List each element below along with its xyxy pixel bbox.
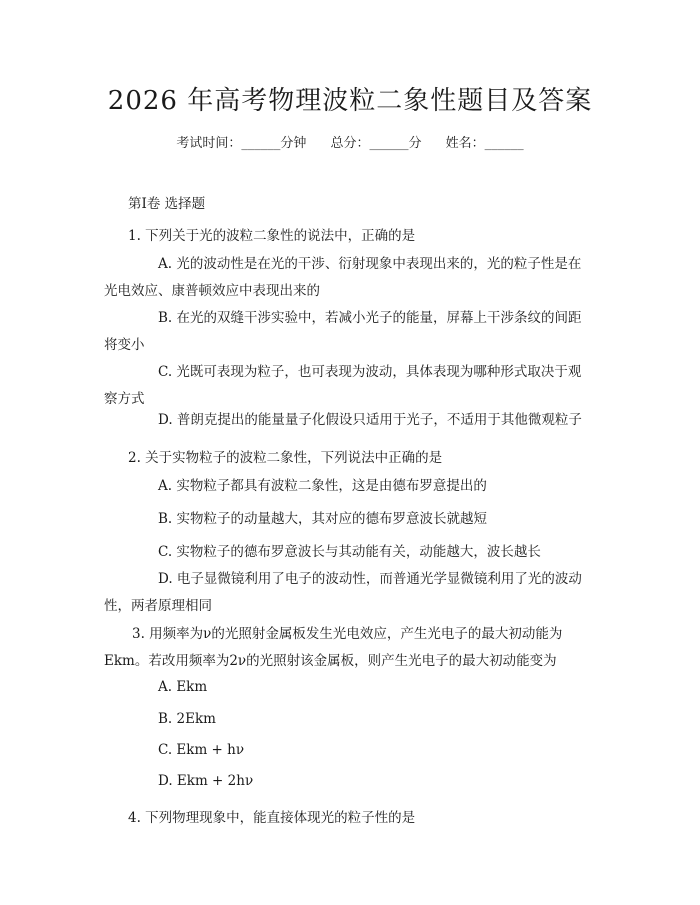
question-option: A. Ekm xyxy=(158,679,208,695)
question-option: A. 光的波动性是在光的干涉、衍射现象中表现出来的，光的粒子性是在光电效应、康普顿效应中表现出来的 xyxy=(104,256,582,299)
question-option: D. 普朗克提出的能量量子化假设只适用于光子，不适用于其他微观粒子 xyxy=(158,412,582,428)
section-heading: 第Ⅰ卷 选择题 xyxy=(128,196,206,212)
question-option: A. 实物粒子都具有波粒二象性，这是由德布罗意提出的 xyxy=(158,478,487,494)
document-title: 2026 年高考物理波粒二象性题目及答案 xyxy=(107,86,593,116)
question-option: B. 实物粒子的动量越大，其对应的德布罗意波长就越短 xyxy=(158,511,488,527)
question-stem: 2. 关于实物粒子的波粒二象性，下列说法中正确的是 xyxy=(128,450,443,466)
question-option: C. 光既可表现为粒子，也可表现为波动，具体表现为哪种形式取决于观察方式 xyxy=(104,364,582,407)
exam-time: 考试时间：______分钟 xyxy=(176,136,307,151)
question-option: B. 2Ekm xyxy=(158,711,216,727)
question-stem: 4. 下列物理现象中，能直接体现光的粒子性的是 xyxy=(128,810,416,826)
question-stem: 1. 下列关于光的波粒二象性的说法中，正确的是 xyxy=(128,228,416,244)
question-option: C. 实物粒子的德布罗意波长与其动能有关，动能越大，波长越长 xyxy=(158,544,541,560)
question-option: C. Ekm + hν xyxy=(158,742,245,758)
total-score: 总分：______分 xyxy=(330,136,422,151)
exam-meta xyxy=(0,132,700,151)
student-name: 姓名：______ xyxy=(445,136,524,151)
question-stem: 3. 用频率为ν的光照射金属板发生光电效应，产生光电子的最大初动能为 Ekm。若改用频率为2ν的光照射该金属板，则产生光电子的最大初动能变为 xyxy=(104,626,563,669)
question-option: D. 电子显微镜利用了电子的波动性，而普通光学显微镜利用了光的波动性，两者原理相同 xyxy=(104,571,582,614)
question-option: D. Ekm + 2hν xyxy=(158,773,254,789)
question-option: B. 在光的双缝干涉实验中，若减小光子的能量，屏幕上干涉条纹的间距将变小 xyxy=(104,310,582,353)
